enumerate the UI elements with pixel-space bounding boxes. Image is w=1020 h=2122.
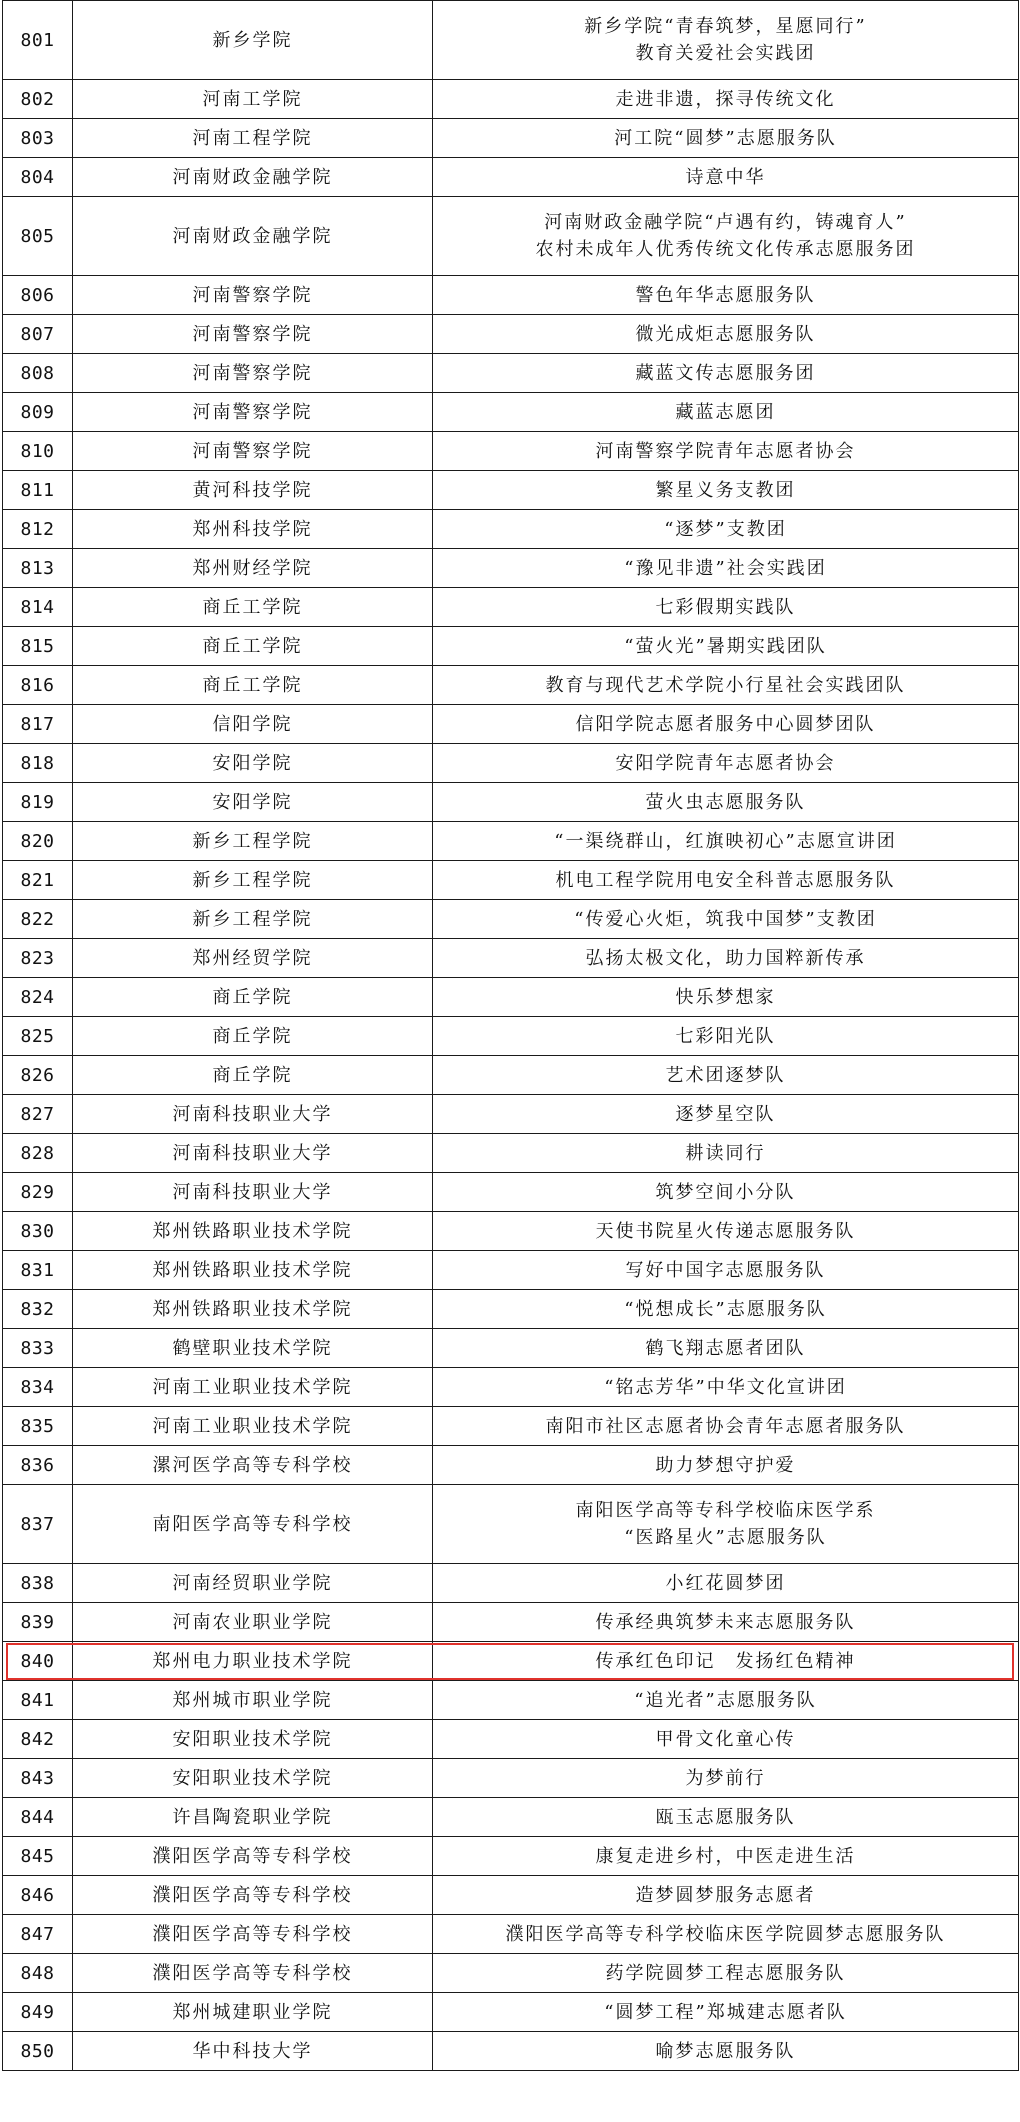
school-name: 郑州科技学院 bbox=[73, 510, 433, 549]
team-name bbox=[433, 1837, 1019, 1876]
table-body bbox=[3, 1, 1019, 2071]
table-row bbox=[3, 276, 1019, 315]
table-row bbox=[3, 1095, 1019, 1134]
table-row bbox=[3, 588, 1019, 627]
school-name: 商丘工学院 bbox=[73, 666, 433, 705]
team-name-line: 教育关爱社会实践团 bbox=[635, 43, 816, 64]
team-name-line: 农村未成年人优秀传统文化传承志愿服务团 bbox=[535, 239, 916, 260]
table-row bbox=[3, 158, 1019, 197]
team-name-line: 康复走进乡村，中医走进生活 bbox=[595, 1845, 856, 1867]
table-row bbox=[3, 197, 1019, 276]
team-name bbox=[433, 471, 1019, 510]
team-name bbox=[433, 1485, 1019, 1564]
table-row bbox=[3, 510, 1019, 549]
table-row bbox=[3, 1056, 1019, 1095]
school-name: 河南警察学院 bbox=[73, 432, 433, 471]
school-name: 华中科技大学 bbox=[73, 2032, 433, 2071]
row-number: 846 bbox=[3, 1876, 73, 1915]
table-row bbox=[3, 1485, 1019, 1564]
team-name-line: 信阳学院志愿者服务中心圆梦团队 bbox=[575, 713, 876, 735]
table-row bbox=[3, 1798, 1019, 1837]
school-name: 河南工程学院 bbox=[73, 119, 433, 158]
table-row bbox=[3, 393, 1019, 432]
school-name: 郑州财经学院 bbox=[73, 549, 433, 588]
table-row bbox=[3, 1915, 1019, 1954]
row-number: 850 bbox=[3, 2032, 73, 2071]
team-name bbox=[433, 1642, 1019, 1681]
row-number: 809 bbox=[3, 393, 73, 432]
school-name: 郑州城建职业学院 bbox=[73, 1993, 433, 2032]
row-number: 813 bbox=[3, 549, 73, 588]
row-number: 829 bbox=[3, 1173, 73, 1212]
school-name: 新乡工程学院 bbox=[73, 822, 433, 861]
row-number: 842 bbox=[3, 1720, 73, 1759]
team-name bbox=[433, 1954, 1019, 1993]
team-name-line: 药学院圆梦工程志愿服务队 bbox=[605, 1962, 846, 1984]
table-row bbox=[3, 119, 1019, 158]
team-name-line: 艺术团逐梦队 bbox=[665, 1064, 786, 1086]
team-name bbox=[433, 861, 1019, 900]
team-name bbox=[433, 1407, 1019, 1446]
school-name: 漯河医学高等专科学校 bbox=[73, 1446, 433, 1485]
team-name bbox=[433, 119, 1019, 158]
row-number: 849 bbox=[3, 1993, 73, 2032]
table-row bbox=[3, 666, 1019, 705]
school-name: 许昌陶瓷职业学院 bbox=[73, 1798, 433, 1837]
school-name: 河南科技职业大学 bbox=[73, 1134, 433, 1173]
team-name-line: 新乡学院“青春筑梦，星愿同行” bbox=[584, 16, 867, 37]
team-name bbox=[433, 1798, 1019, 1837]
team-name bbox=[433, 705, 1019, 744]
team-name bbox=[433, 1290, 1019, 1329]
table-row bbox=[3, 861, 1019, 900]
row-number: 840 bbox=[3, 1642, 73, 1681]
team-name-line: 筑梦空间小分队 bbox=[655, 1181, 796, 1203]
row-number: 806 bbox=[3, 276, 73, 315]
school-name: 新乡工程学院 bbox=[73, 861, 433, 900]
team-name-line: 南阳市社区志愿者协会青年志愿者服务队 bbox=[545, 1415, 906, 1437]
row-number: 826 bbox=[3, 1056, 73, 1095]
team-name bbox=[433, 1251, 1019, 1290]
school-name: 安阳学院 bbox=[73, 783, 433, 822]
row-number: 843 bbox=[3, 1759, 73, 1798]
table-row bbox=[3, 315, 1019, 354]
table-row bbox=[3, 1837, 1019, 1876]
row-number: 847 bbox=[3, 1915, 73, 1954]
table-row bbox=[3, 1329, 1019, 1368]
row-number: 824 bbox=[3, 978, 73, 1017]
table-row bbox=[3, 1759, 1019, 1798]
school-name: 河南警察学院 bbox=[73, 393, 433, 432]
row-number: 814 bbox=[3, 588, 73, 627]
school-name: 安阳职业技术学院 bbox=[73, 1720, 433, 1759]
team-name bbox=[433, 1446, 1019, 1485]
team-name bbox=[433, 1876, 1019, 1915]
team-name-line: 藏蓝文传志愿服务团 bbox=[635, 362, 816, 384]
row-number: 805 bbox=[3, 197, 73, 276]
school-name: 郑州城市职业学院 bbox=[73, 1681, 433, 1720]
row-number: 839 bbox=[3, 1603, 73, 1642]
school-name: 郑州电力职业技术学院 bbox=[73, 1642, 433, 1681]
row-number: 804 bbox=[3, 158, 73, 197]
team-name bbox=[433, 1603, 1019, 1642]
team-name-line: 传承红色印记 发扬红色精神 bbox=[595, 1650, 856, 1672]
row-number: 808 bbox=[3, 354, 73, 393]
table-row bbox=[3, 1017, 1019, 1056]
team-name bbox=[433, 393, 1019, 432]
team-name bbox=[433, 900, 1019, 939]
team-name bbox=[433, 1993, 1019, 2032]
row-number: 807 bbox=[3, 315, 73, 354]
team-name-line: 喻梦志愿服务队 bbox=[655, 2040, 796, 2062]
team-name bbox=[433, 315, 1019, 354]
team-name-line: 南阳医学高等专科学校临床医学系 bbox=[575, 1500, 876, 1521]
row-number: 818 bbox=[3, 744, 73, 783]
team-name-line: 萤火虫志愿服务队 bbox=[645, 791, 806, 813]
team-name bbox=[433, 432, 1019, 471]
school-name: 信阳学院 bbox=[73, 705, 433, 744]
row-number: 833 bbox=[3, 1329, 73, 1368]
row-number: 848 bbox=[3, 1954, 73, 1993]
team-name bbox=[433, 1134, 1019, 1173]
team-name bbox=[433, 1173, 1019, 1212]
row-number: 825 bbox=[3, 1017, 73, 1056]
volunteer-team-table bbox=[2, 0, 1019, 2071]
table-row bbox=[3, 1603, 1019, 1642]
team-name bbox=[433, 158, 1019, 197]
team-name-line: 造梦圆梦服务志愿者 bbox=[635, 1884, 816, 1906]
school-name: 郑州铁路职业技术学院 bbox=[73, 1212, 433, 1251]
school-name: 郑州铁路职业技术学院 bbox=[73, 1290, 433, 1329]
table-row bbox=[3, 1290, 1019, 1329]
row-number: 830 bbox=[3, 1212, 73, 1251]
row-number: 832 bbox=[3, 1290, 73, 1329]
table-row bbox=[3, 471, 1019, 510]
team-name bbox=[433, 744, 1019, 783]
team-name bbox=[433, 510, 1019, 549]
team-name bbox=[433, 627, 1019, 666]
table-row bbox=[3, 939, 1019, 978]
team-name bbox=[433, 549, 1019, 588]
table-row bbox=[3, 1, 1019, 80]
table-row bbox=[3, 1564, 1019, 1603]
team-name bbox=[433, 783, 1019, 822]
row-number: 831 bbox=[3, 1251, 73, 1290]
team-name bbox=[433, 1564, 1019, 1603]
row-number: 817 bbox=[3, 705, 73, 744]
table-row bbox=[3, 2032, 1019, 2071]
team-name bbox=[433, 588, 1019, 627]
team-name-line: 七彩阳光队 bbox=[675, 1025, 776, 1047]
team-name bbox=[433, 1329, 1019, 1368]
team-name-line: 逐梦星空队 bbox=[675, 1103, 776, 1125]
school-name: 河南警察学院 bbox=[73, 276, 433, 315]
team-name-line: “逐梦”支教团 bbox=[664, 518, 787, 540]
team-name-line: 教育与现代艺术学院小行星社会实践团队 bbox=[545, 674, 906, 696]
team-name bbox=[433, 1212, 1019, 1251]
team-name-line: 小红花圆梦团 bbox=[665, 1572, 786, 1594]
team-name-line: 七彩假期实践队 bbox=[655, 596, 796, 618]
team-name-line: “铭志芳华”中华文化宣讲团 bbox=[604, 1376, 847, 1398]
team-name-line: 写好中国字志愿服务队 bbox=[625, 1259, 826, 1281]
school-name: 鹤壁职业技术学院 bbox=[73, 1329, 433, 1368]
row-number: 838 bbox=[3, 1564, 73, 1603]
team-name-line: 繁星义务支教团 bbox=[655, 479, 796, 501]
table-row bbox=[3, 1407, 1019, 1446]
team-name bbox=[433, 354, 1019, 393]
team-name bbox=[433, 197, 1019, 276]
school-name: 河南警察学院 bbox=[73, 354, 433, 393]
table-row bbox=[3, 978, 1019, 1017]
school-name: 河南经贸职业学院 bbox=[73, 1564, 433, 1603]
school-name: 郑州经贸学院 bbox=[73, 939, 433, 978]
school-name: 濮阳医学高等专科学校 bbox=[73, 1837, 433, 1876]
team-name-line: “圆梦工程”郑城建志愿者队 bbox=[604, 2001, 847, 2023]
team-name-line: “萤火光”暑期实践团队 bbox=[624, 635, 827, 657]
table-row bbox=[3, 822, 1019, 861]
school-name: 河南财政金融学院 bbox=[73, 197, 433, 276]
school-name: 商丘工学院 bbox=[73, 627, 433, 666]
team-name-line: 瓯玉志愿服务队 bbox=[655, 1806, 796, 1828]
team-name-line: 耕读同行 bbox=[685, 1142, 766, 1164]
school-name: 安阳职业技术学院 bbox=[73, 1759, 433, 1798]
table-row bbox=[3, 1251, 1019, 1290]
row-number: 822 bbox=[3, 900, 73, 939]
table-row bbox=[3, 1681, 1019, 1720]
row-number: 828 bbox=[3, 1134, 73, 1173]
school-name: 河南科技职业大学 bbox=[73, 1095, 433, 1134]
team-name-line: 藏蓝志愿团 bbox=[675, 401, 776, 423]
team-name bbox=[433, 1, 1019, 80]
team-name bbox=[433, 1368, 1019, 1407]
team-name-line: 河南财政金融学院“卢遇有约，铸魂育人” bbox=[544, 212, 907, 233]
row-number: 844 bbox=[3, 1798, 73, 1837]
team-name-line: 鹤飞翔志愿者团队 bbox=[645, 1337, 806, 1359]
team-name-line: “传爱心火炬，筑我中国梦”支教团 bbox=[574, 908, 877, 930]
table-row bbox=[3, 1876, 1019, 1915]
table-row bbox=[3, 1642, 1019, 1681]
row-number: 823 bbox=[3, 939, 73, 978]
team-name bbox=[433, 978, 1019, 1017]
team-name bbox=[433, 939, 1019, 978]
team-name-line: 河工院“圆梦”志愿服务队 bbox=[614, 127, 837, 149]
row-number: 803 bbox=[3, 119, 73, 158]
row-number: 819 bbox=[3, 783, 73, 822]
row-number: 812 bbox=[3, 510, 73, 549]
school-name: 商丘工学院 bbox=[73, 588, 433, 627]
school-name: 商丘学院 bbox=[73, 1056, 433, 1095]
team-name bbox=[433, 1915, 1019, 1954]
team-name-line: “追光者”志愿服务队 bbox=[634, 1689, 817, 1711]
team-name-line: 河南警察学院青年志愿者协会 bbox=[595, 440, 856, 462]
school-name: 安阳学院 bbox=[73, 744, 433, 783]
school-name: 黄河科技学院 bbox=[73, 471, 433, 510]
row-number: 827 bbox=[3, 1095, 73, 1134]
school-name: 河南工学院 bbox=[73, 80, 433, 119]
table-row bbox=[3, 744, 1019, 783]
row-number: 845 bbox=[3, 1837, 73, 1876]
table-row bbox=[3, 432, 1019, 471]
school-name: 河南警察学院 bbox=[73, 315, 433, 354]
team-name-line: 诗意中华 bbox=[685, 166, 766, 188]
team-name bbox=[433, 666, 1019, 705]
table-row bbox=[3, 80, 1019, 119]
school-name: 商丘学院 bbox=[73, 1017, 433, 1056]
team-name bbox=[433, 1720, 1019, 1759]
team-name-line: “医路星火”志愿服务队 bbox=[624, 1527, 827, 1548]
row-number: 816 bbox=[3, 666, 73, 705]
row-number: 821 bbox=[3, 861, 73, 900]
team-name bbox=[433, 1017, 1019, 1056]
table-row bbox=[3, 705, 1019, 744]
team-name-line: “悦想成长”志愿服务队 bbox=[624, 1298, 827, 1320]
row-number: 802 bbox=[3, 80, 73, 119]
school-name: 濮阳医学高等专科学校 bbox=[73, 1876, 433, 1915]
row-number: 841 bbox=[3, 1681, 73, 1720]
team-name-line: “一渠绕群山，红旗映初心”志愿宣讲团 bbox=[554, 830, 897, 852]
team-name bbox=[433, 1759, 1019, 1798]
table-row bbox=[3, 1954, 1019, 1993]
school-name: 郑州铁路职业技术学院 bbox=[73, 1251, 433, 1290]
table-row bbox=[3, 354, 1019, 393]
school-name: 河南科技职业大学 bbox=[73, 1173, 433, 1212]
school-name: 濮阳医学高等专科学校 bbox=[73, 1915, 433, 1954]
table-row bbox=[3, 900, 1019, 939]
row-number: 801 bbox=[3, 1, 73, 80]
row-number: 834 bbox=[3, 1368, 73, 1407]
table-row bbox=[3, 1993, 1019, 2032]
team-name bbox=[433, 1681, 1019, 1720]
row-number: 811 bbox=[3, 471, 73, 510]
team-name-line: 助力梦想守护爱 bbox=[655, 1454, 796, 1476]
table-row bbox=[3, 1134, 1019, 1173]
school-name: 濮阳医学高等专科学校 bbox=[73, 1954, 433, 1993]
school-name: 商丘学院 bbox=[73, 978, 433, 1017]
team-name-line: 天使书院星火传递志愿服务队 bbox=[595, 1220, 856, 1242]
table-row bbox=[3, 783, 1019, 822]
school-name: 河南农业职业学院 bbox=[73, 1603, 433, 1642]
team-name-line: 走进非遗，探寻传统文化 bbox=[615, 88, 836, 110]
team-name-line: “豫见非遗”社会实践团 bbox=[624, 557, 827, 579]
team-name-line: 警色年华志愿服务队 bbox=[635, 284, 816, 306]
school-name: 南阳医学高等专科学校 bbox=[73, 1485, 433, 1564]
table-row bbox=[3, 1720, 1019, 1759]
row-number: 820 bbox=[3, 822, 73, 861]
row-number: 836 bbox=[3, 1446, 73, 1485]
team-name bbox=[433, 276, 1019, 315]
team-name-line: 传承经典筑梦未来志愿服务队 bbox=[595, 1611, 856, 1633]
row-number: 815 bbox=[3, 627, 73, 666]
row-number: 835 bbox=[3, 1407, 73, 1446]
school-name: 河南财政金融学院 bbox=[73, 158, 433, 197]
table-row bbox=[3, 1212, 1019, 1251]
team-name-line: 为梦前行 bbox=[685, 1767, 766, 1789]
row-number: 837 bbox=[3, 1485, 73, 1564]
school-name: 新乡工程学院 bbox=[73, 900, 433, 939]
team-name-line: 濮阳医学高等专科学校临床医学院圆梦志愿服务队 bbox=[505, 1923, 946, 1945]
team-name-line: 弘扬太极文化，助力国粹新传承 bbox=[585, 947, 866, 969]
team-name-line: 快乐梦想家 bbox=[675, 986, 776, 1008]
team-name-line: 甲骨文化童心传 bbox=[655, 1728, 796, 1750]
row-number: 810 bbox=[3, 432, 73, 471]
table-row bbox=[3, 627, 1019, 666]
team-name-line: 安阳学院青年志愿者协会 bbox=[615, 752, 836, 774]
team-name bbox=[433, 80, 1019, 119]
team-name-line: 机电工程学院用电安全科普志愿服务队 bbox=[555, 869, 896, 891]
table-row bbox=[3, 1173, 1019, 1212]
team-name bbox=[433, 822, 1019, 861]
team-name-line: 微光成炬志愿服务队 bbox=[635, 323, 816, 345]
team-name bbox=[433, 1056, 1019, 1095]
school-name: 新乡学院 bbox=[73, 1, 433, 80]
school-name: 河南工业职业技术学院 bbox=[73, 1407, 433, 1446]
table-row bbox=[3, 1368, 1019, 1407]
table-row bbox=[3, 549, 1019, 588]
school-name: 河南工业职业技术学院 bbox=[73, 1368, 433, 1407]
team-name bbox=[433, 1095, 1019, 1134]
team-name bbox=[433, 2032, 1019, 2071]
table-row bbox=[3, 1446, 1019, 1485]
